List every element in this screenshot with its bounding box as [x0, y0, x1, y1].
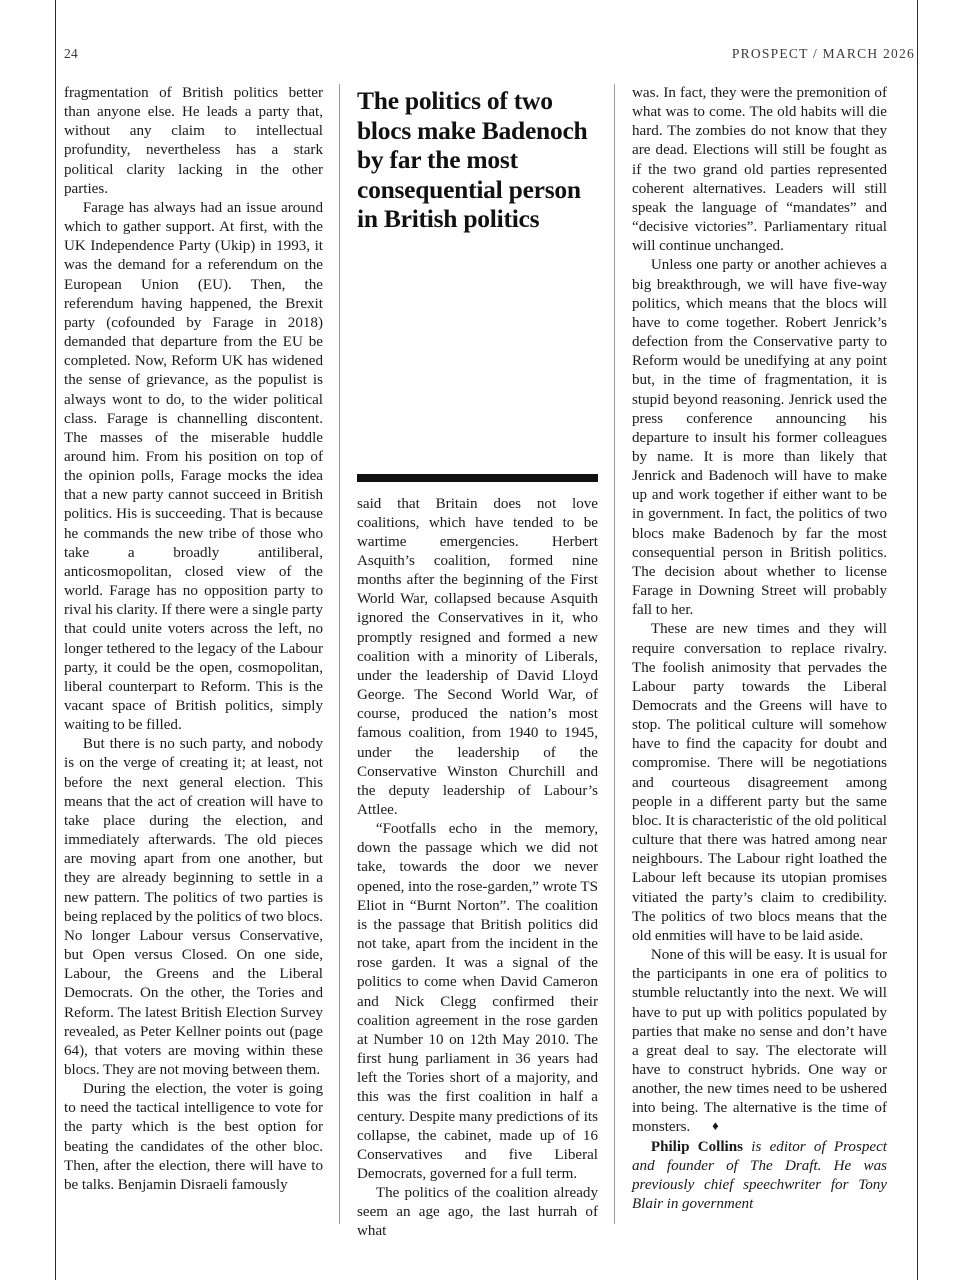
paragraph: The politics of the coalition already seem an age ago, the last hurrah of what: [357, 1185, 598, 1240]
contributor-note: [632, 1138, 887, 1215]
pull-quote-whitespace: [357, 234, 598, 474]
paragraph-final: [632, 946, 887, 1138]
paragraph: During the election, the voter is going to need the tactical intelligence to vote for the party which is the best option for beating the candidates of the other bloc. Then, after the election, there will have to be talks. Benjamin Disraeli famously: [64, 1081, 323, 1193]
column-one: [64, 84, 339, 1224]
end-mark-icon: ♦: [712, 1118, 719, 1134]
paragraph-text: None of this will be easy. It is usual for the participants in one era of politics to stumble reluctantly into the next. We will have to put up with politics populated by parties that make no sense and don’t have a great deal to say. The electorate will have to construct hybrids. One way or another, the new times need to be ushered into being. The alternative is the time of monsters.: [632, 947, 887, 1136]
paragraph: “Footfalls echo in the memory, down the passage which we did not take, towards the door we never opened, into the rose-garden,” wrote TS Eliot in “Burnt Norton”. The coalition is the passage that British politics did not take, apart from the incident in the rose garden. It was a signal of the politics to come when David Cameron and Nick Clegg confirmed their coalition agreement in the rose garden at Number 10 on 12th May 2010. The first hung parliament in 36 years had left the Tories short of a majority, and this was the first coalition in half a century. Despite many predictions of its collapse, the cabinet, made up of 16 Conservatives and five Liberal Democrats, governed for a full term.: [357, 821, 598, 1182]
contributor-name: Philip Collins: [650, 1138, 744, 1155]
paragraph: Unless one party or another achieves a big breakthrough, we will have five-way politics, which means that the blocs will have to come together. Robert Jenrick’s defection from the Conservative party to Reform would be unedifying at any point but, in the time of fragmentation, it is stupid beyond reasoning. Jenrick used the press conference announcing his departure to insult his former colleagues by name. It is more than likely that Jenrick and Badenoch will have to make up and work together if either want to be in government. In fact, the politics of two blocs make Badenoch by far the most consequential person in British politics. The decision about whether to license Farage in Downing Street will probably fall to her.: [632, 257, 887, 619]
paragraph: Farage has always had an issue around which to gather support. At first, with the UK Independence Party (Ukip) in 1993, it was the demand for a referendum on the European Union (EU). Then, the referendum having happened, the Brexit party (cofounded by Farage in 2018) demanded that departure from the EU be completed. Now, Reform UK has widened the sense of grievance, as the populist is always wont to do, to the wider political class. Farage is channelling discontent. The masses of the miserable huddle around him. From his position on top of the opinion polls, Farage mocks the idea that a new party cannot succeed in British politics. His is succeeding. That is because he commands the new tribe of those who take a broadly antiliberal, anticosmopolitan, closed view of the world. Farage has no opposition party to rival his clarity. If there were a single party that could unite voters across the left, no longer tethered to the legacy of the Labour party, it could be the open, cosmopolitan, liberal counterpart to Reform. This is the vacant space of British politics, simply waiting to be filled.: [64, 199, 323, 734]
column-two: [339, 84, 614, 1240]
column-three: [614, 84, 889, 1224]
page-left-rule: [55, 0, 56, 1280]
contributor-bio: is editor of Prospect and founder of The Draft. He was previously chief speechwriter for Tony Blair in government: [632, 1138, 887, 1213]
paragraph: was. In fact, they were the premonition of what was to come. The old habits will die hard. The zombies do not know that they are dead. Elections will still be fought as if the two grand old parties represented coherent alternatives. Leaders will still speak the language of “mandates” and “decisive victories”. Parliamentary ritual will continue unchanged.: [632, 85, 887, 255]
running-head: [56, 46, 917, 66]
masthead-line: PROSPECT / MARCH 2026: [731, 46, 915, 61]
paragraph: fragmentation of British politics better than anyone else. He leads a party that, without any claim to intellectual profundity, nevertheless has a stark political clarity lacking in the other parties.: [64, 85, 323, 197]
paragraph: But there is no such party, and nobody is on the verge of creating it; at least, not before the next general election. This means that the act of creation will have to take place during the election, and immediately afterwards. The old pieces are moving apart from one another, but they are already beginning to settle in a new pattern. The politics of two parties is being replaced by the politics of two blocs. No longer Labour versus Conservative, but Open versus Closed. On one side, Labour, the Greens and the Liberal Democrats. On the other, the Tories and Reform. The latest British Election Survey revealed, as Peter Kellner points out (page 64), that voters are moving within these blocs. They are not moving between them.: [64, 736, 323, 1078]
section-rule: [357, 474, 598, 482]
article-columns: [64, 84, 912, 1240]
paragraph: These are new times and they will require conversation to replace rivalry. The foolish animosity that pervades the Labour party towards the Liberal Democrats and the Greens will have to stop. The political culture will somehow have to find the capacity for doubt and compromise. There will be negotiations and courteous disagreement among people in a different party but the same bloc. It is characteristic of the old political culture that there was hatred among near neighbours. The Labour right loathed the Labour left because its utopian promises vitiated the party’s claim to credibility. The politics of two blocs means that the old enmities will have to be laid aside.: [632, 621, 887, 944]
page-number: 24: [64, 46, 78, 61]
paragraph: said that Britain does not love coalitions, which have tended to be wartime emergencies. Herbert Asquith’s coalition, formed nine months after the beginning of the First World War, collapsed because Asquith ignored the Conservatives in it, who promptly resigned and formed a new coalition with a minority of Liberals, under the leadership of David Lloyd George. The Second World War, of course, produced the nation’s most famous coalition, from 1940 to 1945, under the leadership of the Conservative Winston Churchill and the deputy leadership of Labour’s Attlee.: [357, 495, 598, 818]
page-right-rule: [917, 0, 918, 1280]
pull-quote: The politics of two blocs make Badenoch by far the most consequential person in British politics: [357, 86, 588, 233]
